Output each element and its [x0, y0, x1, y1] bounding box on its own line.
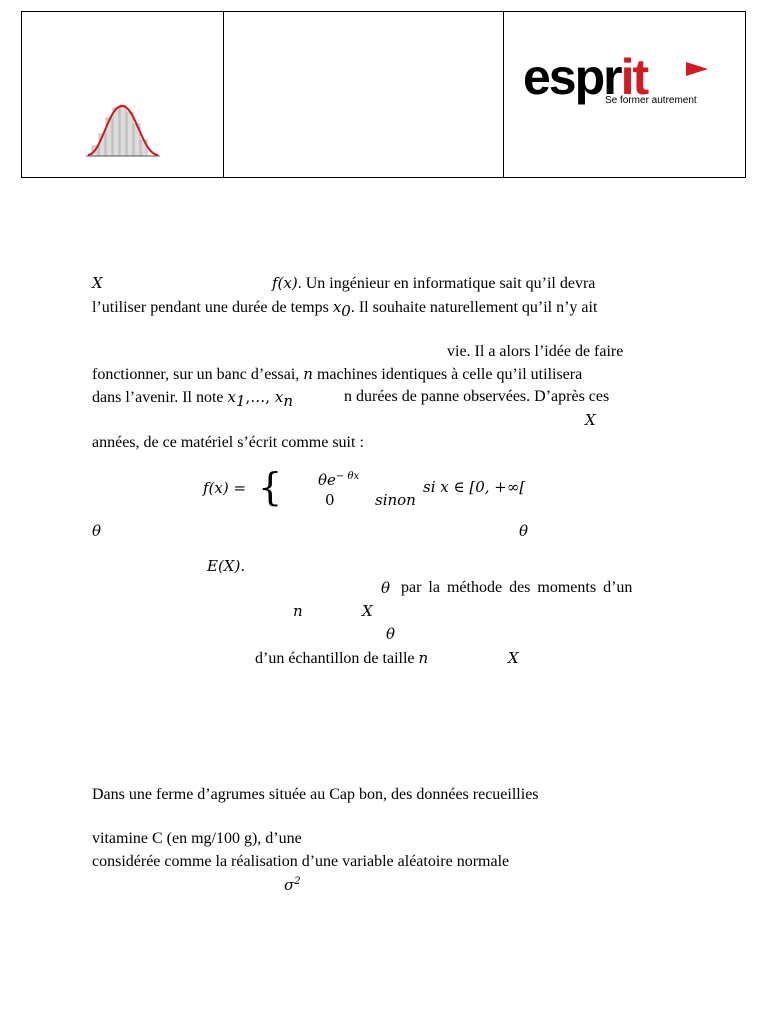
ex1-line-13: d’un échantillon de taille n	[255, 649, 429, 667]
equation-case-2: 0	[325, 491, 335, 509]
var-theta: θ	[519, 522, 529, 540]
var-X: X	[508, 649, 519, 667]
var-theta: θ	[386, 625, 396, 643]
brace: {	[258, 465, 283, 509]
normal-distribution-illustration	[84, 100, 164, 162]
ex2-line-3: considérée comme la réalisation d’une variable aléatoire normale	[92, 853, 510, 870]
var-X: X	[362, 602, 373, 620]
header-divider	[223, 12, 224, 177]
var-theta: θ	[92, 522, 102, 540]
equation-lhs: f(x) =	[203, 479, 247, 497]
ex2-line-2: vitamine C (en mg/100 g), d’une	[92, 830, 302, 847]
esprit-logo: esprit	[523, 49, 648, 105]
ex1-line-3: vie. Il a alors l’idée de faire	[447, 343, 624, 360]
equation-case-1-condition: si x ∈ [0, +∞[	[423, 478, 526, 496]
var-theta: θ	[381, 579, 391, 597]
ex1-line-5b: n durées de panne observées. D’après ces	[344, 388, 610, 405]
ex1-line-10: par la méthode des moments d’un	[401, 579, 633, 596]
equation-case-1: $\theta e^{- \theta x}$	[318, 471, 360, 489]
var-X: X	[585, 411, 596, 429]
ex1-line-7: années, de ce matériel s’écrit comme suit :	[92, 434, 364, 451]
var-sigma-squared: $\sigma^2$	[284, 876, 301, 894]
header-divider	[503, 12, 504, 177]
var-n: n	[293, 602, 303, 620]
ex1-line-4: fonctionner, sur un banc d’essai, n machines identiques à celle qu’il utilisera	[92, 365, 583, 383]
ex1-line-1: f(x). Un ingénieur en informatique sait qu’il devra	[272, 274, 596, 292]
equation-case-2-condition: sinon	[375, 491, 416, 509]
ex2-line-1: Dans une ferme d’agrumes située au Cap bon, des données recueillies	[92, 786, 539, 803]
flag-icon	[686, 62, 708, 76]
logo-tagline: Se former autrement	[605, 95, 697, 106]
ex1-line-5: dans l’avenir. Il note $x_1,\dots$, $x_n$	[92, 388, 293, 411]
ex1-line-2: l’utiliser pendant une durée de temps $x_0$. Il souhaite naturellement qu’il n’y ait	[92, 298, 598, 321]
var-X: X	[92, 274, 103, 292]
expectation: E(X).	[207, 557, 246, 575]
